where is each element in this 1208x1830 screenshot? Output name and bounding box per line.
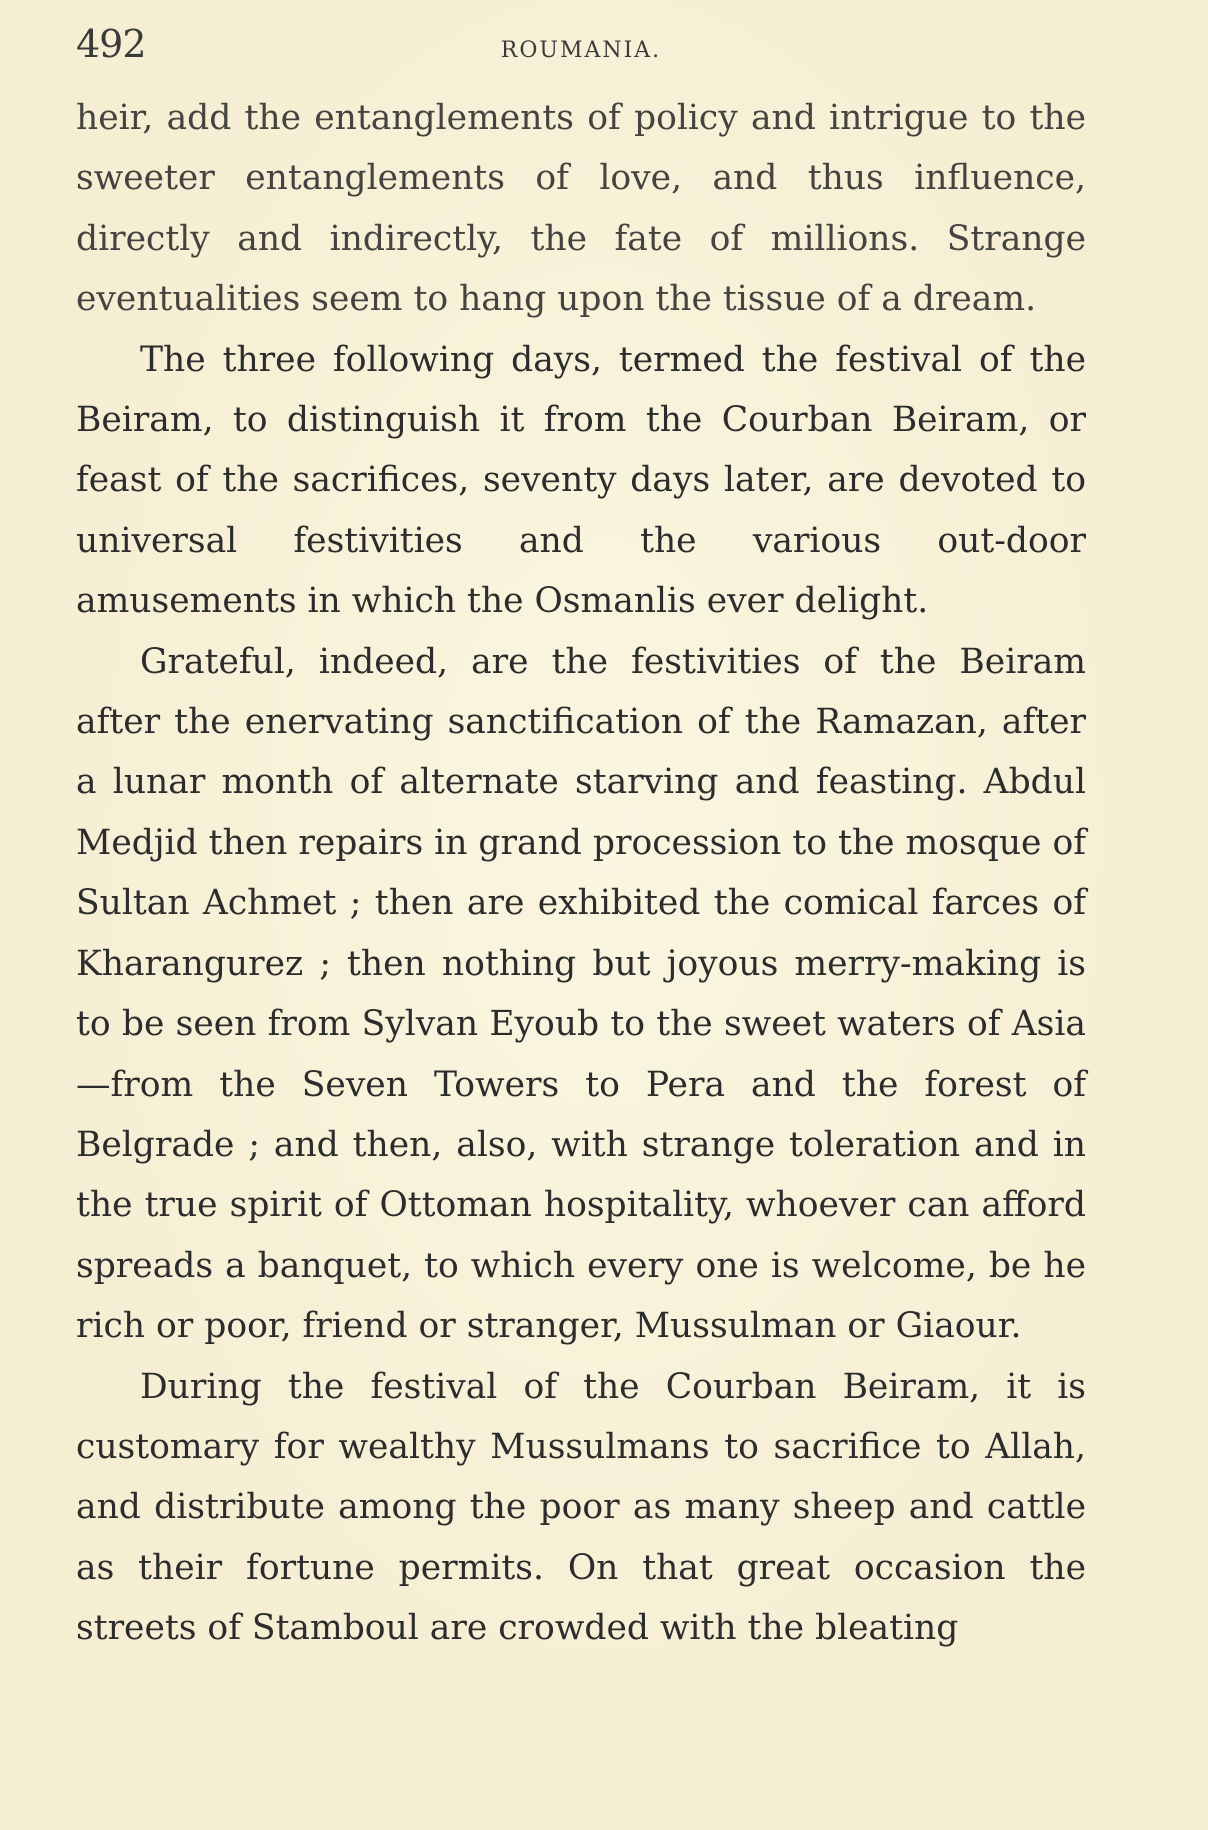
body-text [76,88,1086,1659]
paragraph-2: The three following days, termed the festival of the Beiram, to distinguish it from the Courban Beiram, or feast of the sacrifices, seventy days later, are devoted to universal festivities and the various out-door amusements in which the Osmanlis ever delight. [76,339,1086,622]
paragraph-1: heir, add the entanglements of policy and intrigue to the sweeter entanglements of love, and thus influence, directly and indirectly, the fate of millions. Strange eventualities seem to hang upon the tissue of a dream. [76,98,1086,320]
paragraph-3: Grateful, indeed, are the festivities of the Beiram after the enervating sanctification of the Ramazan, after a lunar month of alternate starving and feasting. Abdul Medjid then repairs in grand procession to the mosque of Sultan Achmet ; then are exhibited the comical farces of Kharangurez ; then nothing but joyous merry-making is to be seen from Sylvan Eyoub to the sweet waters of Asia—from the Seven Towers to Pera and the forest of Belgrade ; and then, also, with strange toleration and in the true spirit of Ottoman hospitality, whoever can afford spreads a banquet, to which every one is welcome, be he rich or poor, friend or stranger, Mussulman or Giaour. [76,641,1086,1347]
paragraph-4: During the festival of the Courban Beiram, it is customary for wealthy Mussulmans to sacrifice to Allah, and distribute among the poor as many sheep and cattle as their fortune permits. On that great occasion the streets of Stamboul are crowded with the bleating [76,1366,1086,1649]
running-title: ROUMANIA. [500,38,662,63]
page-number: 492 [76,22,146,66]
page-header [76,20,1086,80]
